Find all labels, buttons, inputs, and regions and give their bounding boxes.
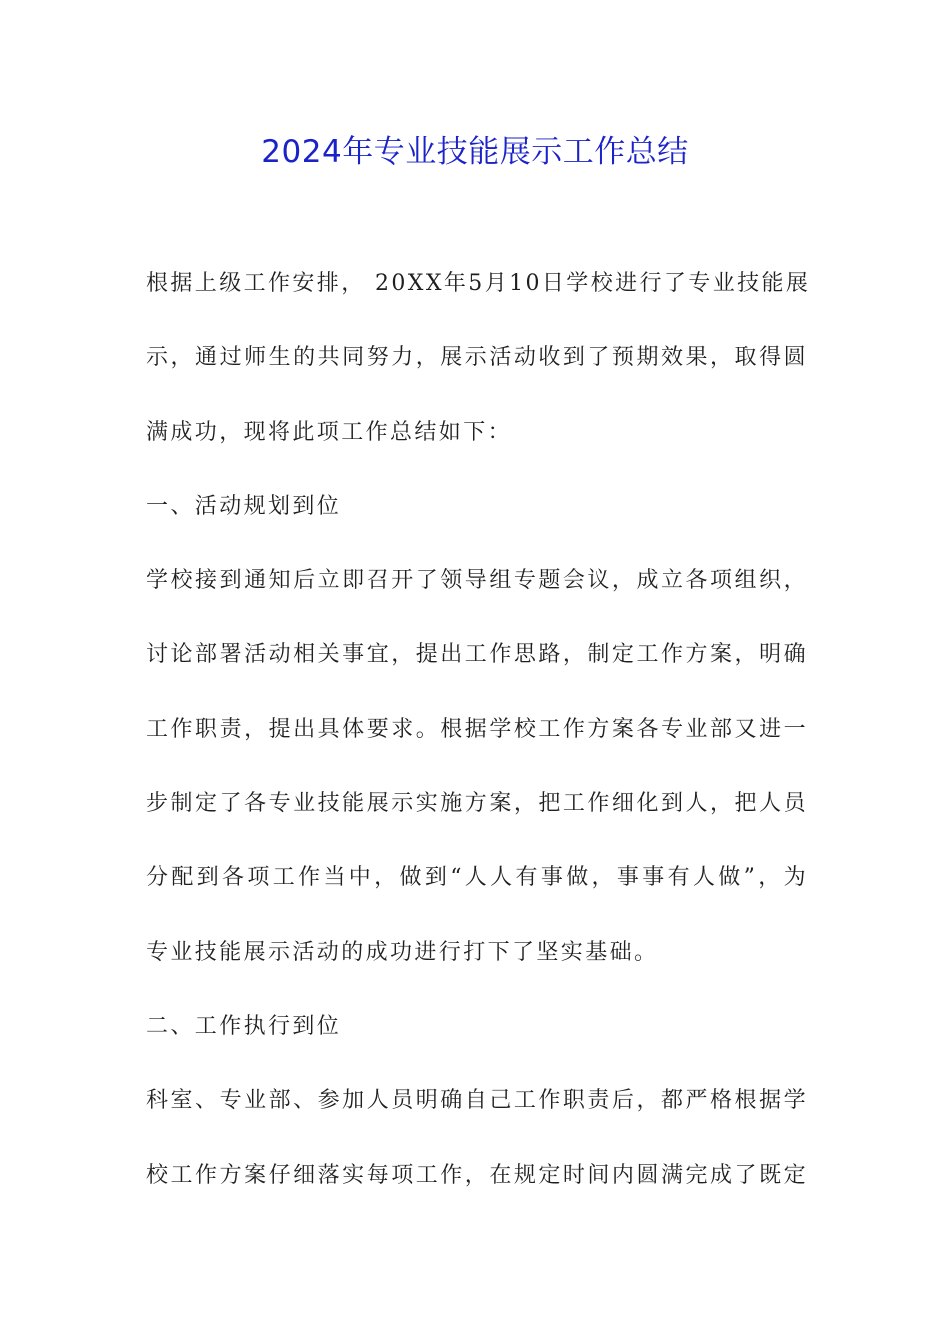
body-line: 步制定了各专业技能展示实施方案，把工作细化到人，把人员 [146,791,808,817]
body-line: 分配到各项工作当中，做到“人人有事做，事事有人做”，为 [146,865,808,891]
body-line: 科室、专业部、参加人员明确自己工作职责后，都严格根据学 [146,1088,808,1114]
document-body [146,262,811,1228]
body-line: 示，通过师生的共同努力，展示活动收到了预期效果，取得圆 [146,345,808,371]
body-line: 校工作方案仔细落实每项工作，在规定时间内圆满完成了既定 [146,1162,808,1188]
body-line: 工作职责，提出具体要求。根据学校工作方案各专业部又进一 [146,716,808,742]
body-line: 专业技能展示活动的成功进行打下了坚实基础。 [146,939,659,965]
body-line: 根据上级工作安排， 20XX年5月10日学校进行了专业技能展 [146,271,811,296]
section-heading: 一、活动规划到位 [146,493,342,519]
body-line: 讨论部署活动相关事宜，提出工作思路，制定工作方案，明确 [146,642,808,668]
body-line: 满成功，现将此项工作总结如下： [146,419,513,445]
section-heading: 二、工作执行到位 [146,1013,342,1039]
document-title: 2024年专业技能展示工作总结 [261,134,689,170]
body-line: 学校接到通知后立即召开了领导组专题会议，成立各项组织， [146,568,808,594]
